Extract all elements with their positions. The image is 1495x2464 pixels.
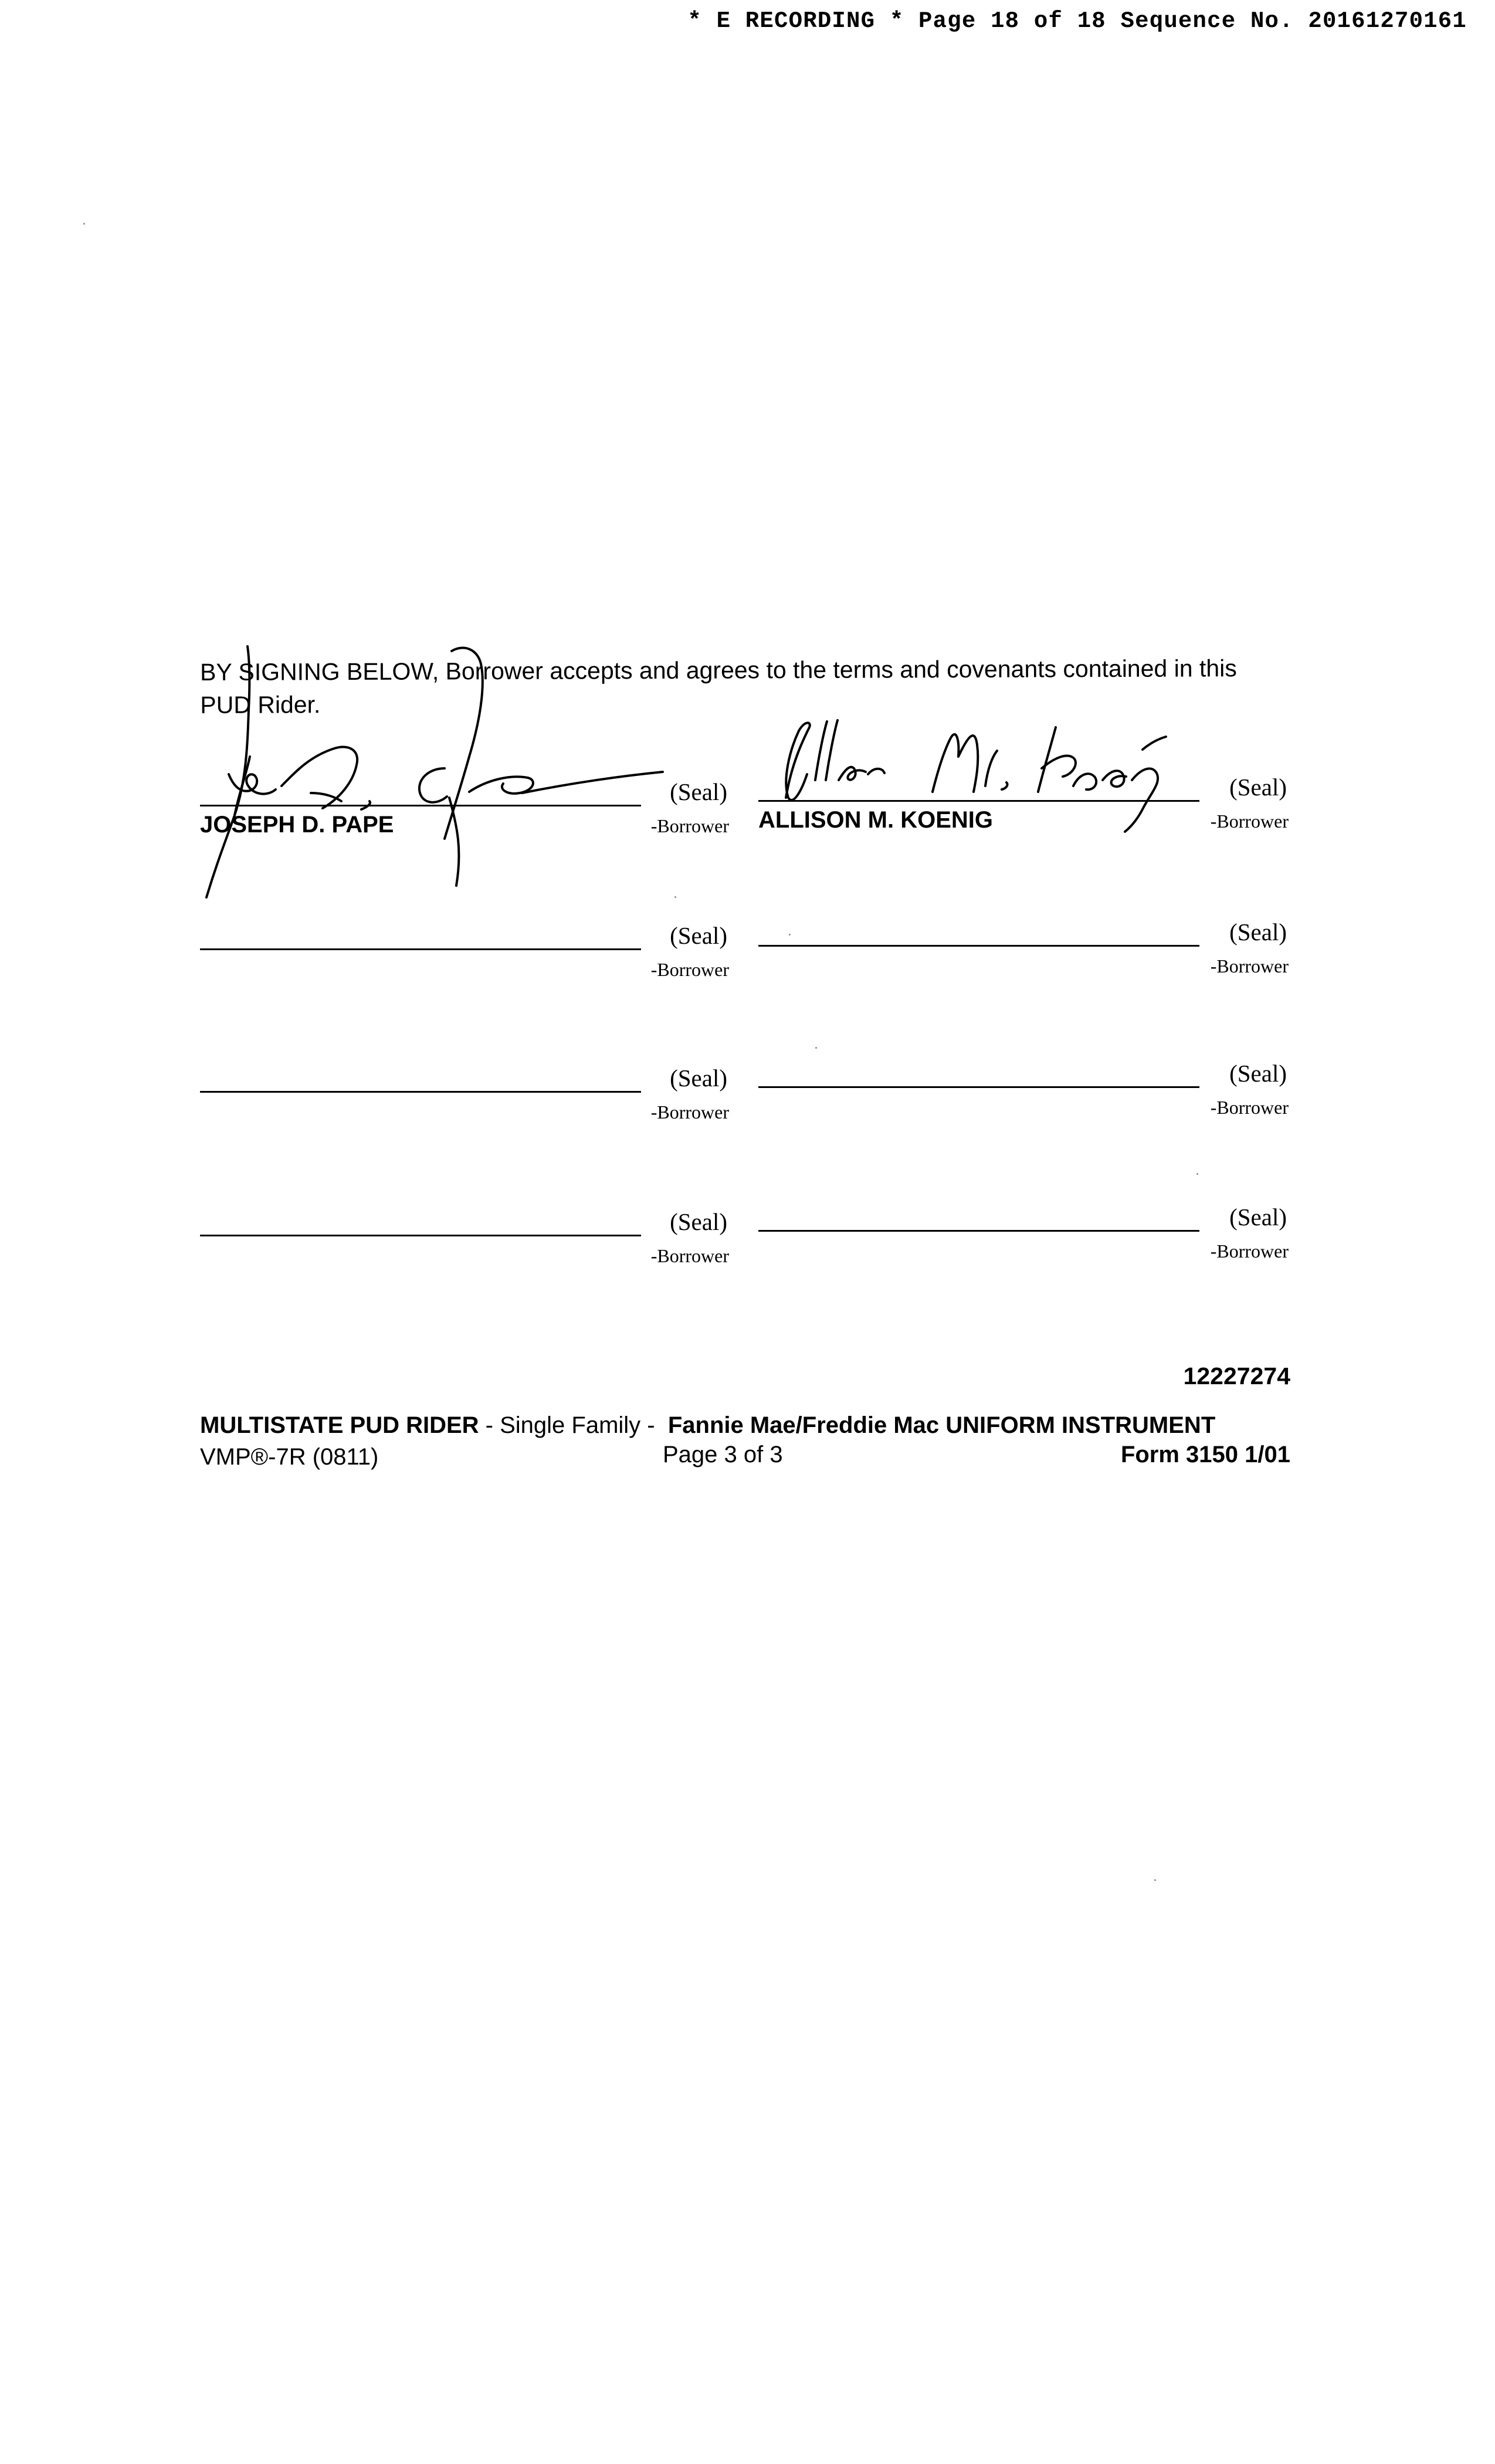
seal-label: (Seal) <box>670 778 727 805</box>
borrower-label: -Borrower <box>1210 1097 1289 1118</box>
scan-speck <box>815 1047 817 1049</box>
seal-label: (Seal) <box>1229 919 1287 945</box>
borrower-label: -Borrower <box>1210 955 1289 977</box>
borrower-label: -Borrower <box>650 1101 729 1123</box>
scan-speck <box>789 934 791 936</box>
signature-allison-koenig <box>762 704 1208 833</box>
signer-name-left: JOSEPH D. PAPE <box>200 812 394 838</box>
signature-line-left-3 <box>200 1091 641 1093</box>
form-code: VMP®-7R (0811) <box>200 1444 379 1470</box>
borrower-label: -Borrower <box>650 1245 729 1266</box>
scan-speck <box>674 896 676 898</box>
seal-label: (Seal) <box>670 1065 727 1092</box>
borrower-label: -Borrower <box>1210 1241 1289 1262</box>
signature-line-left-4 <box>200 1235 641 1236</box>
seal-label: (Seal) <box>670 1208 727 1235</box>
signature-line-right-3 <box>758 1086 1199 1088</box>
signer-name-right: ALLISON M. KOENIG <box>758 807 993 833</box>
form-number: Form 3150 1/01 <box>1120 1442 1290 1467</box>
scan-speck <box>1196 1173 1198 1175</box>
page-number: Page 3 of 3 <box>663 1442 783 1467</box>
seal-label: (Seal) <box>1229 1204 1287 1231</box>
seal-label: (Seal) <box>670 922 727 949</box>
recording-header: * E RECORDING * Page 18 of 18 Sequence No. 20161270161 <box>687 8 1467 34</box>
signature-joseph-pape <box>194 639 674 909</box>
borrower-label: -Borrower <box>650 815 729 836</box>
borrower-label: -Borrower <box>1210 811 1289 832</box>
title-separator: - <box>640 1412 662 1438</box>
form-title: MULTISTATE PUD RIDER <box>200 1412 479 1438</box>
borrower-label: -Borrower <box>650 959 729 980</box>
scan-speck <box>1154 1879 1156 1881</box>
signature-line-right-4 <box>758 1230 1199 1232</box>
seal-label: (Seal) <box>1229 774 1287 801</box>
scan-speck <box>83 223 85 225</box>
loan-number: 12227274 <box>1183 1363 1290 1389</box>
signing-statement: BY SIGNING BELOW, Borrower accepts and agrees to the terms and covenants contained in this PUD Rider. <box>200 655 1237 718</box>
title-separator: - <box>479 1412 500 1438</box>
uniform-instrument-label: Fannie Mae/Freddie Mac UNIFORM INSTRUMENT <box>667 1412 1216 1438</box>
signature-line-left-2 <box>200 948 641 950</box>
form-subtitle: Single Family <box>500 1412 641 1438</box>
form-title-line <box>200 1412 1215 1439</box>
signature-line-right-2 <box>758 945 1199 947</box>
seal-label: (Seal) <box>1229 1060 1287 1087</box>
